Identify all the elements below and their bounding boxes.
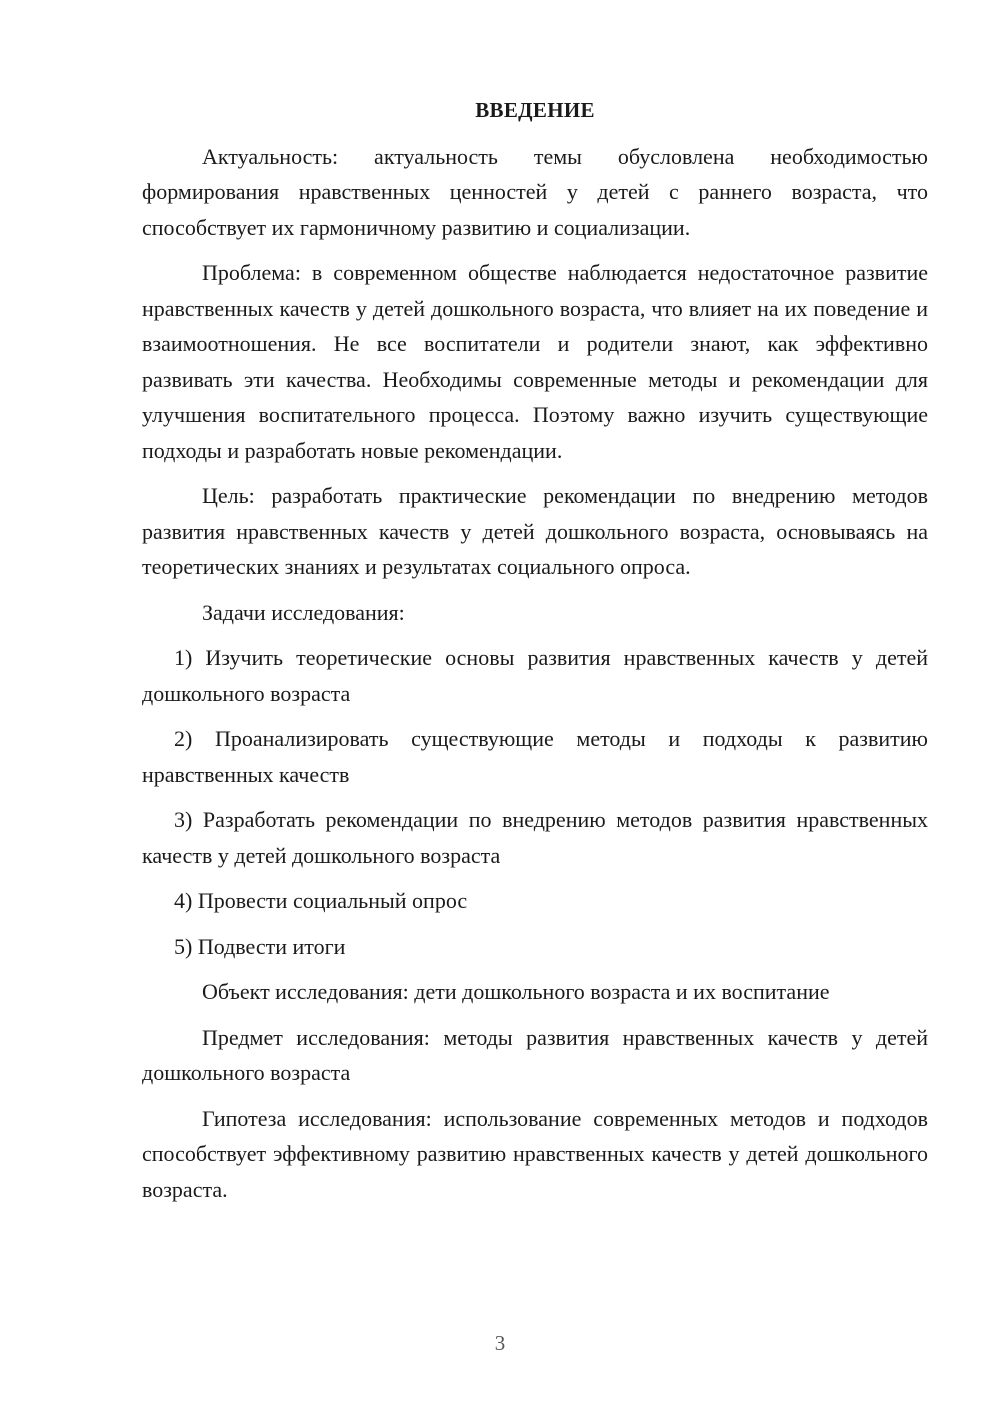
tasks-heading: Задачи исследования: xyxy=(202,599,405,625)
relevance-paragraph: Актуальность: актуальность темы обусловлена необходимостью формирования нравственных ценностей у детей с раннего возраста, что способствует их гармоничному развитию и социализации. xyxy=(142,143,928,240)
list-item: 1) Изучить теоретические основы развития нравственных качеств у детей дошкольного возраста xyxy=(142,645,928,706)
tasks-list xyxy=(142,640,928,964)
goal-paragraph: Цель: разработать практические рекомендации по внедрению методов развития нравственных качеств у детей дошкольного возраста, основываясь на теоретических знаниях и результатах социального опроса. xyxy=(142,483,928,579)
list-item: 5) Подвести итоги xyxy=(174,933,346,959)
page-number: 3 xyxy=(494,1331,506,1355)
page-title: ВВЕДЕНИЕ xyxy=(475,98,595,122)
list-item: 3) Разработать рекомендации по внедрению методов развития нравственных качеств у детей дошкольного возраста xyxy=(142,807,928,868)
list-item: 2) Проанализировать существующие методы и подходы к развитию нравственных качеств xyxy=(142,726,928,787)
problem-paragraph: Проблема: в современном обществе наблюдается недостаточное развитие нравственных качеств у детей дошкольного возраста, что влияет на их поведение и взаимоотношения. Не все воспитатели и родители знают, как эффективно развивать эти качества. Необходимы современные методы и рекомендации для улучшения воспитательного процесса. Поэтому важно изучить существующие подходы и разработать новые рекомендации. xyxy=(142,260,928,463)
subject-paragraph: Предмет исследования: методы развития нравственных качеств у детей дошкольного возраста xyxy=(142,1024,928,1085)
object-paragraph: Объект исследования: дети дошкольного возраста и их воспитание xyxy=(202,979,830,1004)
document-page xyxy=(142,93,928,1217)
list-item: 4) Провести социальный опрос xyxy=(174,888,468,913)
hypothesis-paragraph: Гипотеза исследования: использование современных методов и подходов способствует эффективному развитию нравственных качеств у детей дошкольного возраста. xyxy=(142,1105,928,1202)
